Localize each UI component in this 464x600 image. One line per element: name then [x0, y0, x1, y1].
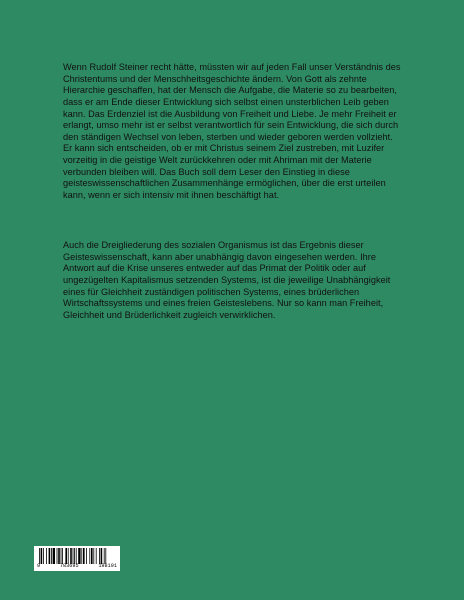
barcode-bar: [99, 548, 100, 564]
barcode-bar: [74, 548, 75, 564]
barcode-bar: [68, 548, 69, 564]
isbn-barcode: [34, 546, 120, 571]
barcode-bar: [39, 548, 40, 564]
barcode-bar: [57, 548, 58, 564]
barcode-bar: [89, 548, 90, 564]
barcode-bar: [43, 548, 44, 564]
barcode-bar: [49, 548, 51, 564]
barcode-bar: [62, 548, 63, 564]
blurb-paragraph-2: [63, 231, 401, 331]
barcode-bar: [46, 548, 47, 564]
paragraph-text: Wenn Rudolf Steiner recht hätte, müssten wir auf jeden Fall unser Verständnis des Christentums und der Menschheitsgeschichte ändern. Von Gott als zehnte Hierarchie geschaffen, hat der Mensch die Aufgabe, die Materie so zu bearbeiten, dass er am Ende dieser Entwicklung sich selbst einen unsterblichen Leib geben kann. Das Erdenziel ist die Ausbildung von Freiheit und Liebe. Je mehr Freiheit er erlangt, umso mehr ist er selbst verantwortlich für sein Entwicklung, die sich durch den ständigen Wechsel von leben, sterben und wieder geboren werden vollzieht. Er kann sich entscheiden, ob er mit Christus seinem Ziel zustreben, mit Luzifer vorzeitig in die geistige Welt zurückkehren oder mit Ahriman mit der Materie verbunden bleiben will. Das Buch soll dem Leser den Einstieg in diese geisteswissenschaftlichen Zusammenhänge ermöglichen, über die erst urteilen kann, wenn er sich intensiv mit ihnen beschäftigt hat.: [63, 62, 401, 200]
barcode-bar: [70, 548, 72, 564]
barcode-bar: [81, 548, 82, 564]
barcode-bar: [78, 548, 80, 564]
barcode-bar: [101, 548, 103, 564]
barcode-bar: [41, 548, 43, 564]
barcode-bar: [61, 548, 62, 564]
barcode-bar: [83, 548, 85, 564]
barcode-bar: [51, 548, 52, 564]
barcode-bar: [93, 548, 94, 564]
blurb-paragraph-1: [63, 53, 401, 211]
barcode-bars: [39, 548, 115, 564]
barcode-digits-left: 783695: [59, 563, 79, 569]
barcode-bar: [86, 548, 87, 564]
barcode-bar: [53, 548, 55, 564]
barcode-digits-right: 198191: [98, 563, 117, 569]
barcode-bar: [65, 548, 67, 564]
barcode-bar: [76, 548, 77, 564]
paragraph-text: Auch die Dreigliederung des sozialen Organismus ist das Ergebnis dieser Geisteswissenschaft, kann aber unabhängig davon eingesehen werden. Ihre Antwort auf die Krise unseres entweder auf das Primat der Politik oder auf ungezügelten Kapitalismus setzenden Systems, ist die jeweilige Unabhängigkeit eines für Gleichheit zuständigen politischen Systems, eines brüderlichen Wirtschaftssystems und eines freien Geisteslebens. Nur so kann man Freiheit, Gleichheit und Brüderlichkeit zugleich verwirklichen.: [63, 240, 391, 320]
barcode-bar: [73, 548, 74, 564]
barcode-bar: [91, 548, 93, 564]
barcode-bar: [96, 548, 97, 564]
barcode-digits: [36, 563, 118, 570]
barcode-bar: [105, 548, 106, 564]
barcode-bar: [104, 548, 105, 564]
barcode-digit-lead: 9: [37, 563, 41, 569]
barcode-bar: [58, 548, 60, 564]
